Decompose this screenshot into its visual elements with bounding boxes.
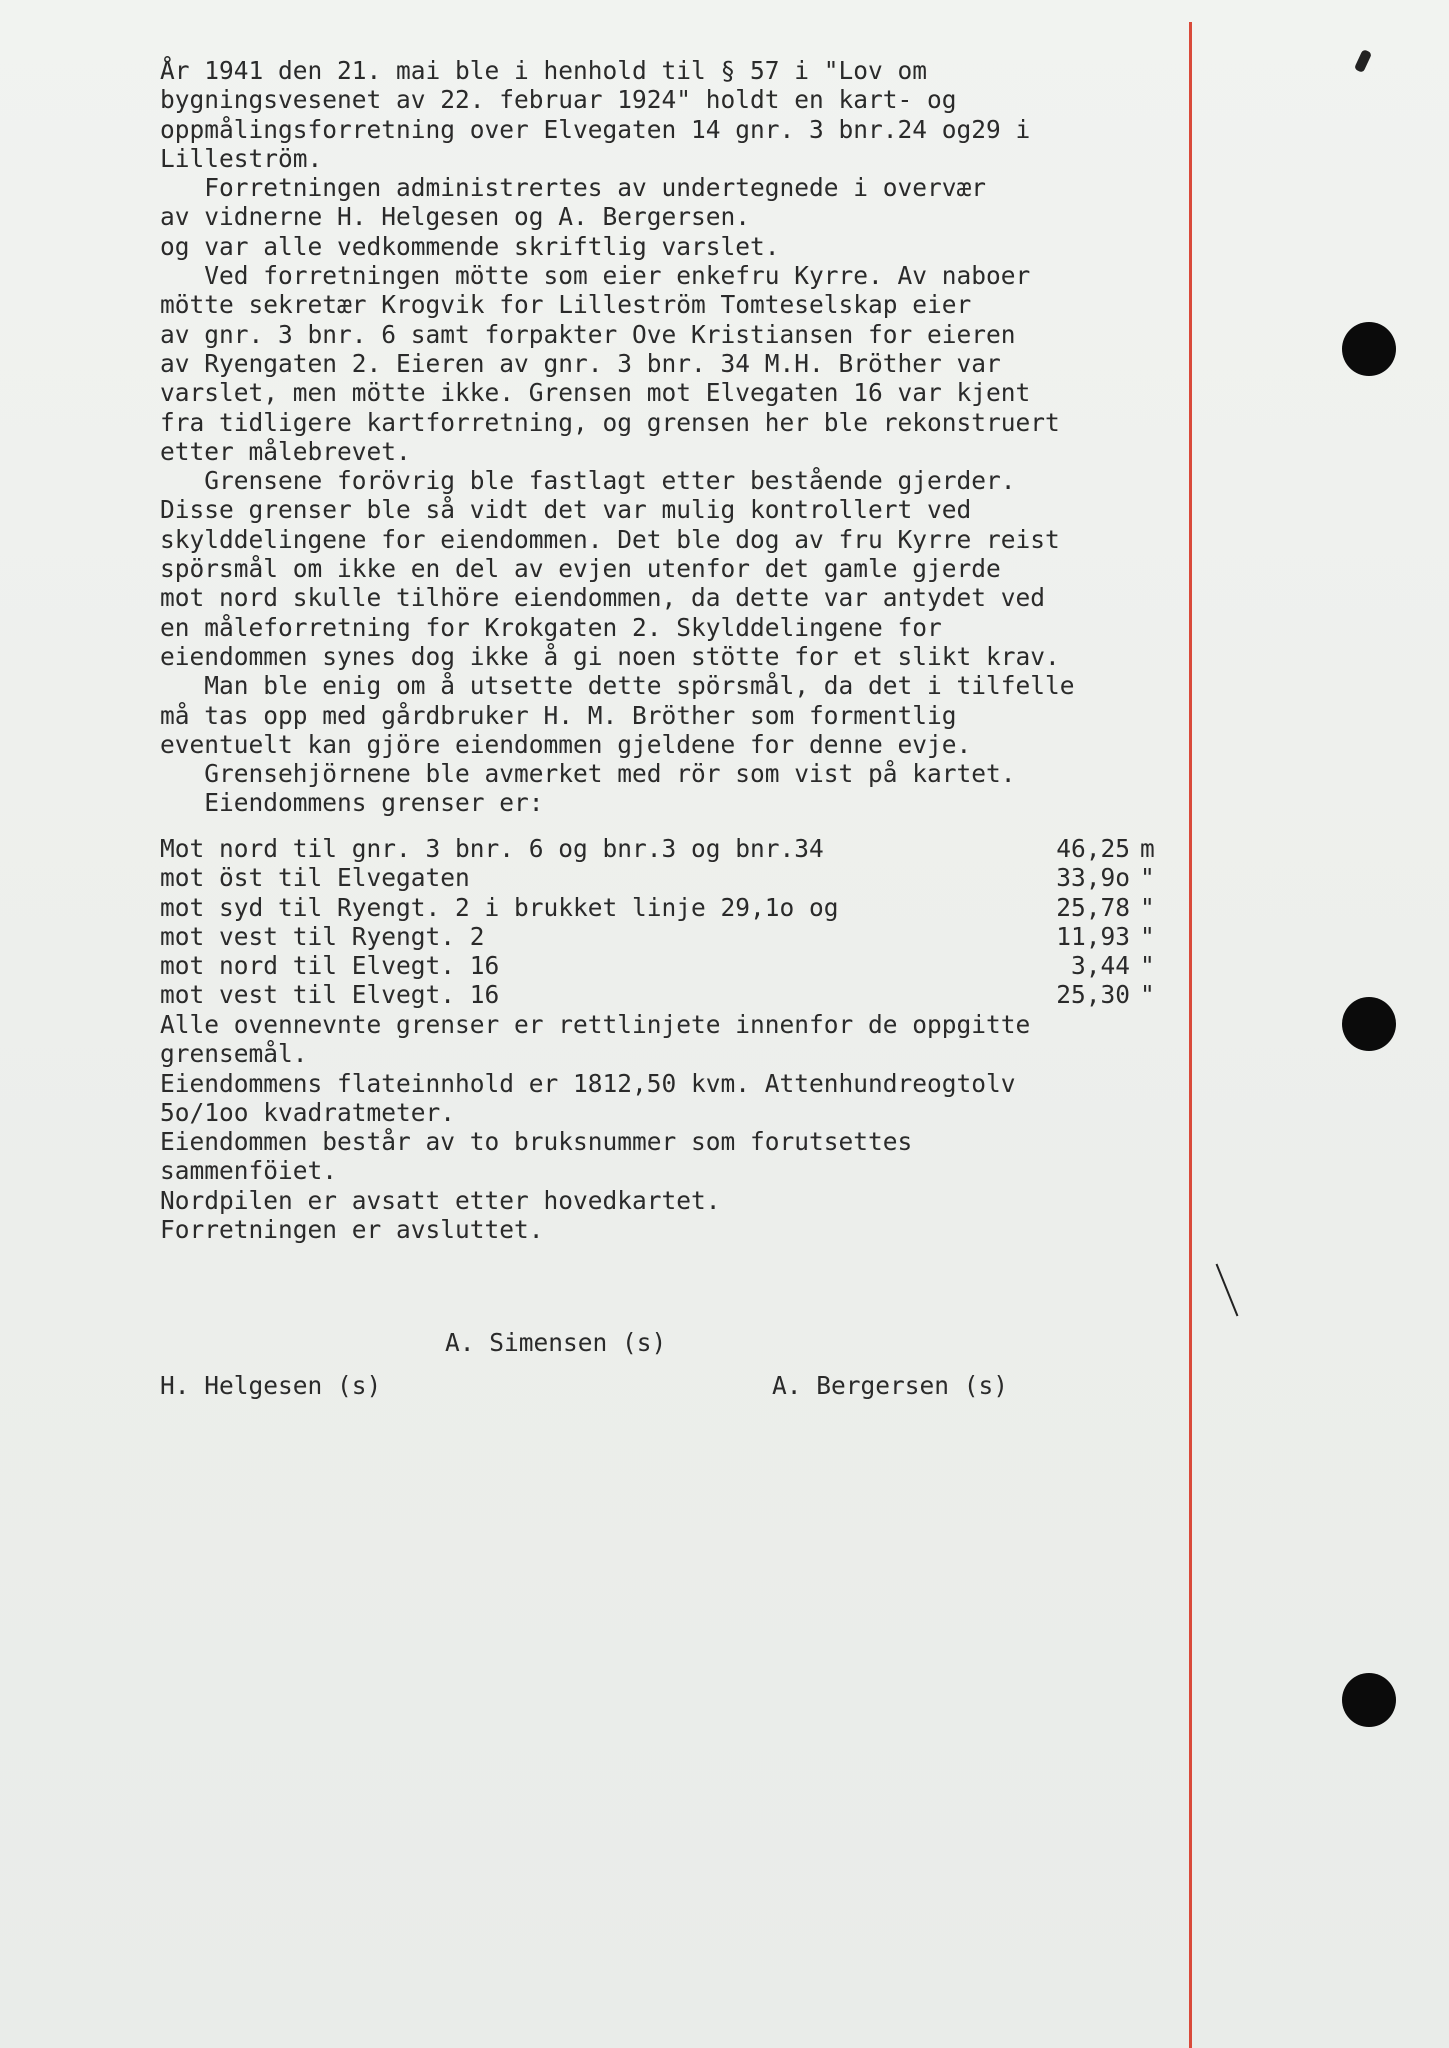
- body-line: År 1941 den 21. mai ble i henhold til § 57 i "Lov om: [160, 56, 928, 85]
- body-line: varslet, men mötte ikke. Grensen mot Elvegaten 16 var kjent: [160, 378, 1031, 408]
- punch-hole-bottom: [1342, 1673, 1396, 1727]
- boundary-length: 25,78: [1056, 892, 1130, 922]
- body-line: oppmålingsforretning over Elvegaten 14 gnr. 3 bnr.24 og29 i: [160, 114, 1031, 144]
- body-line: eventuelt kan gjöre eiendommen gjeldene for denne evje.: [160, 729, 972, 759]
- body-line: av vidnerne H. Helgesen og A. Bergersen.: [160, 202, 751, 232]
- boundary-unit: ": [1140, 951, 1155, 981]
- boundary-description: mot syd til Ryengt. 2 i brukket linje 29,1o og: [160, 892, 839, 922]
- boundary-row: [160, 863, 1180, 892]
- body-line: må tas opp med gårdbruker H. M. Bröther som formentlig: [160, 700, 957, 730]
- body-line: fra tidligere kartforretning, og grensen her ble rekonstruert: [160, 407, 1060, 437]
- closing-line: Eiendommen består av to bruksnummer som forutsettes: [160, 1127, 913, 1157]
- body-line: mötte sekretær Krogvik for Lilleström Tomteselskap eier: [160, 290, 972, 320]
- closing-line: Alle ovennevnte grenser er rettlinjete innenfor de oppgitte: [160, 1010, 1031, 1039]
- closing-line: 5o/1oo kvadratmeter.: [160, 1097, 456, 1127]
- closing-line: sammenföiet.: [160, 1156, 338, 1186]
- boundary-row: [160, 893, 1180, 922]
- body-line: Forretningen administrertes av undertegnede i overvær: [160, 173, 987, 203]
- boundary-length: 25,30: [1056, 980, 1130, 1010]
- body-line: Grensene forövrig ble fastlagt etter bestående gjerder.: [160, 466, 1016, 496]
- body-line: Lilleström.: [160, 143, 323, 173]
- boundary-description: mot nord til Elvegt. 16: [160, 951, 500, 981]
- boundary-description: mot vest til Ryengt. 2: [160, 921, 485, 951]
- closing-text: [160, 1010, 1220, 1244]
- body-line: Ved forretningen mötte som eier enkefru Kyrre. Av naboer: [160, 261, 1031, 291]
- punch-hole-middle: [1342, 997, 1396, 1051]
- body-line: bygningsvesenet av 22. februar 1924" holdt en kart- og: [160, 85, 957, 115]
- boundary-table: [160, 834, 1180, 1010]
- boundary-length: 3,44: [1070, 951, 1130, 981]
- closing-line: Eiendommens flateinnhold er 1812,50 kvm. Attenhundreogtolv: [160, 1068, 1016, 1098]
- body-line: etter målebrevet.: [160, 436, 411, 466]
- boundary-unit: ": [1140, 863, 1155, 893]
- pencil-tick-mark: [1216, 1264, 1239, 1317]
- boundary-row: [160, 980, 1180, 1009]
- body-line: en måleforretning for Krokgaten 2. Skylddelingene for: [160, 612, 942, 642]
- body-line: og var alle vedkommende skriftlig varslet.: [160, 231, 780, 261]
- closing-line: Nordpilen er avsatt etter hovedkartet.: [160, 1185, 721, 1215]
- body-line: mot nord skulle tilhöre eiendommen, da dette var antydet ved: [160, 583, 1046, 613]
- closing-line: grensemål.: [160, 1039, 308, 1069]
- boundary-row: [160, 922, 1180, 951]
- body-line: av gnr. 3 bnr. 6 samt forpakter Ove Kristiansen for eieren: [160, 319, 1016, 349]
- body-line: av Ryengaten 2. Eieren av gnr. 3 bnr. 34 M.H. Bröther var: [160, 348, 1001, 378]
- body-line: Eiendommens grenser er:: [160, 788, 544, 818]
- boundary-description: mot öst til Elvegaten: [160, 863, 470, 893]
- boundary-description: Mot nord til gnr. 3 bnr. 6 og bnr.3 og bnr.34: [160, 834, 824, 863]
- ink-mark: [1354, 49, 1372, 73]
- body-line: Disse grenser ble så vidt det var mulig kontrollert ved: [160, 495, 972, 525]
- boundary-unit: ": [1140, 980, 1155, 1010]
- boundary-length: 33,9o: [1056, 863, 1130, 893]
- boundary-row: [160, 834, 1180, 863]
- boundary-length: 11,93: [1056, 921, 1130, 951]
- body-line: spörsmål om ikke en del av evjen utenfor det gamle gjerde: [160, 554, 1001, 584]
- punch-hole-top: [1342, 322, 1396, 376]
- body-line: Man ble enig om å utsette dette spörsmål, da det i tilfelle: [160, 671, 1075, 701]
- boundary-length: 46,25: [1056, 834, 1130, 863]
- boundary-row: [160, 951, 1180, 980]
- signature-bergersen: A. Bergersen (s): [772, 1371, 1009, 1400]
- boundary-description: mot vest til Elvegt. 16: [160, 980, 500, 1010]
- signature-helgesen: H. Helgesen (s): [160, 1371, 382, 1400]
- boundary-unit: ": [1140, 892, 1155, 922]
- body-line: Grensehjörnene ble avmerket med rör som vist på kartet.: [160, 759, 1016, 789]
- body-line: eiendommen synes dog ikke å gi noen stötte for et slikt krav.: [160, 641, 1060, 671]
- body-text: [160, 56, 1220, 818]
- boundary-unit: m: [1140, 834, 1155, 863]
- boundary-unit: ": [1140, 921, 1155, 951]
- signature-simensen: A. Simensen (s): [445, 1328, 667, 1357]
- body-line: skylddelingene for eiendommen. Det ble dog av fru Kyrre reist: [160, 524, 1060, 554]
- closing-line: Forretningen er avsluttet.: [160, 1215, 544, 1245]
